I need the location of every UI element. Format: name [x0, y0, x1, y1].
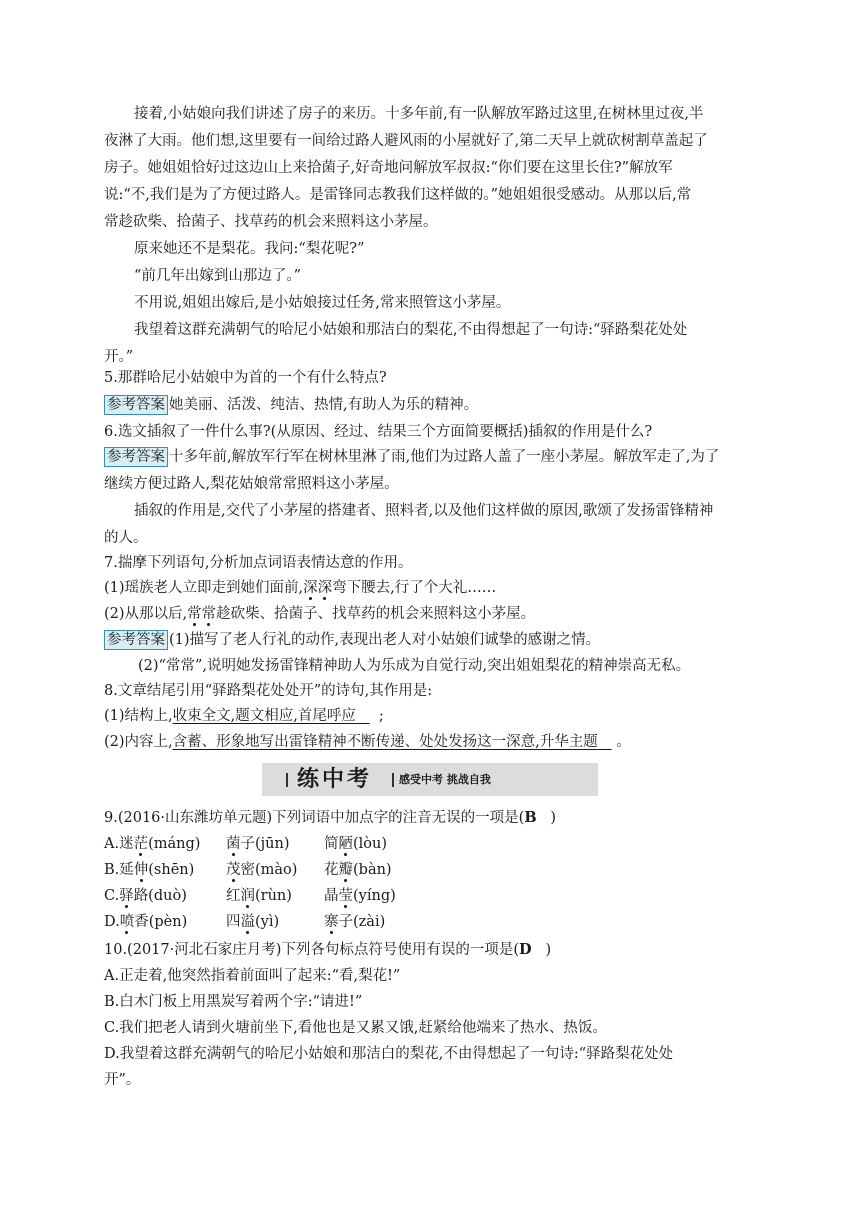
- passage-line: 夜淋了大雨。他们想,这里要有一间给过路人避风雨的小屋就好了,第二天早上就砍树割草盖起了: [104, 133, 708, 149]
- question-text: 9.(2016·山东潍坊单元题)下列词语中加点字的注音无误的一项是(: [104, 810, 525, 826]
- dotted-char: 深: [303, 580, 318, 596]
- answer-line: 插叙的作用是,交代了小茅屋的搭建者、照料者,以及他们这样做的原因,歌颂了发扬雷锋精神: [134, 503, 714, 519]
- answer-text: 十多年前,解放军行军在树林里淋了雨,他们为过路人盖了一座小茅屋。解放军走了,为了: [169, 449, 720, 465]
- answer-underlined: 含蓄、形象地写出雷锋精神不断传递、处处发扬这一深意,升华主题: [172, 734, 598, 750]
- answer-tag: 参考答案: [104, 447, 168, 467]
- answer-line: 继续方便过路人,梨花姑娘常常照料这小茅屋。: [104, 476, 399, 492]
- question-8-item-1: [104, 706, 384, 726]
- banner-divider: [392, 773, 394, 787]
- answer-tag: 参考答案: [104, 395, 168, 415]
- option-b: B.白木门板上用黑炭写着两个字:“请进!”: [104, 994, 363, 1010]
- dotted-char: 莹: [338, 888, 353, 904]
- question-text: 10.(2017·河北石家庄月考)下列各句标点符号使用有误的一项是(: [104, 942, 520, 958]
- question-text: ): [550, 810, 557, 826]
- banner-divider: [286, 773, 288, 787]
- item-text: (2)内容上,: [104, 734, 173, 750]
- q9-option-cell: 简陋(lòu): [324, 836, 388, 852]
- dotted-char: 陋: [338, 836, 353, 852]
- passage-line: 我望着这群充满朝气的哈尼小姑娘和那洁白的梨花,不由得想起了一句诗:“驿路梨花处处: [134, 322, 688, 338]
- item-text: (1)结构上,: [104, 708, 173, 724]
- q9-option-cell: A.迷茫(máng): [104, 836, 201, 852]
- q9-option-cell: 晶莹(yíng): [324, 888, 396, 904]
- section-banner: [262, 763, 598, 796]
- dotted-char: 瓣: [338, 862, 353, 878]
- passage-line: 开。”: [104, 349, 134, 365]
- item-text: (2)从那以后,: [104, 606, 188, 622]
- item-text: 趁砍柴、拾菌子、找草药的机会来照料这小茅屋。: [216, 606, 536, 622]
- dotted-char: 驿: [119, 888, 134, 904]
- option-a: A.正走着,他突然指着前面叫了起来:“看,梨花!”: [104, 968, 401, 984]
- question-9: [104, 808, 556, 828]
- q9-option-cell: 红润(rùn): [226, 888, 292, 904]
- item-text: 弯下腰去,行了个大礼……: [332, 580, 497, 596]
- question-7-item-1: [104, 578, 496, 598]
- question-5: 5.那群哈尼小姑娘中为首的一个有什么特点?: [104, 370, 387, 386]
- dotted-char: 菌: [226, 836, 241, 852]
- dotted-char: 茂: [226, 862, 241, 878]
- answer-choice: D: [519, 941, 532, 958]
- dotted-char: 溢: [240, 914, 255, 930]
- passage-line: 房子。她姐姐恰好过这边山上来拾菌子,好奇地问解放军叔叔:“你们要在这里长住?”解放军: [104, 160, 673, 176]
- banner-title: 练中考: [297, 767, 373, 792]
- answer-text: 她美丽、活泼、纯洁、热情,有助人为乐的精神。: [169, 397, 479, 413]
- answer-5: [104, 395, 478, 415]
- dotted-char: 常: [187, 606, 202, 622]
- item-text: (1)瑶族老人立即走到她们面前,: [104, 580, 304, 596]
- dotted-char: 常: [201, 606, 217, 622]
- q9-option-cell: 四溢(yì): [226, 914, 280, 930]
- answer-underlined: 收束全文,题文相应,首尾呼应: [172, 708, 356, 724]
- question-text: ): [545, 942, 552, 958]
- q9-option-cell: 寨子(zài): [324, 914, 386, 930]
- question-6: 6.选文插叙了一件什么事?(从原因、经过、结果三个方面简要概括)插叙的作用是什么?: [104, 424, 653, 440]
- option-c: C.我们把老人请到火塘前坐下,看他也是又累又饿,赶紧给他端来了热水、热饭。: [104, 1020, 607, 1036]
- q9-option-cell: D.喷香(pèn): [104, 914, 188, 930]
- dotted-char: 茫: [133, 836, 149, 852]
- dotted-char: 深: [317, 580, 333, 596]
- q9-option-cell: B.延伸(shēn): [104, 862, 195, 878]
- question-7: 7.揣摩下列语句,分析加点词语表情达意的作用。: [104, 555, 413, 571]
- answer-6: [104, 447, 719, 467]
- dotted-word: [303, 580, 332, 596]
- q9-option-cell: C.驿路(duò): [104, 888, 187, 904]
- q9-option-cell: 花瓣(bàn): [324, 862, 392, 878]
- answer-choice: B: [524, 809, 537, 826]
- item-text: ;: [378, 708, 384, 724]
- question-7-item-2: [104, 604, 535, 624]
- passage-line: “前几年出嫁到山那边了。”: [134, 268, 302, 284]
- answer-line: 的人。: [104, 530, 148, 546]
- dotted-char: 寨: [324, 914, 339, 930]
- banner-subtitle: 感受中考 挑战自我: [399, 773, 491, 786]
- dotted-char: 伸: [133, 862, 149, 878]
- passage-line: 不用说,姐姐出嫁后,是小姑娘接过任务,常来照管这小茅屋。: [134, 295, 511, 311]
- q9-option-cell: 菌子(jūn): [226, 836, 290, 852]
- passage-line: 说:“不,我们是为了方便过路人。是雷锋同志教我们这样做的。”她姐姐很受感动。从那以后,常: [104, 187, 692, 203]
- question-8: 8.文章结尾引用“驿路梨花处处开”的诗句,其作用是:: [104, 683, 433, 699]
- passage-line: 接着,小姑娘向我们讲述了房子的来历。十多年前,有一队解放军路过这里,在树林里过夜,半: [134, 106, 704, 122]
- passage-line: 常趁砍柴、拾菌子、找草药的机会来照料这小茅屋。: [104, 214, 438, 230]
- dotted-word: [187, 606, 216, 622]
- dotted-char: 润: [240, 888, 255, 904]
- answer-line: (2)“常常”,说明她发扬雷锋精神助人为乐成为自觉行动,突出姐姐梨花的精神崇高无私。: [138, 658, 691, 674]
- answer-tag: 参考答案: [104, 630, 168, 650]
- option-d-continued: 开”。: [104, 1072, 141, 1088]
- answer-text: (1)描写了老人行礼的动作,表现出老人对小姑娘们诚挚的感谢之情。: [169, 632, 601, 648]
- dotted-char: 喷: [119, 914, 135, 930]
- question-8-item-2: [104, 732, 631, 752]
- answer-7: [104, 630, 600, 650]
- option-d: D.我望着这群充满朝气的哈尼小姑娘和那洁白的梨花,不由得想起了一句诗:“驿路梨花处处: [104, 1046, 674, 1062]
- q9-option-cell: 茂密(mào): [226, 862, 298, 878]
- question-10: [104, 940, 551, 960]
- passage-line: 原来她还不是梨花。我问:“梨花呢?”: [134, 241, 365, 257]
- item-text: 。: [616, 734, 631, 750]
